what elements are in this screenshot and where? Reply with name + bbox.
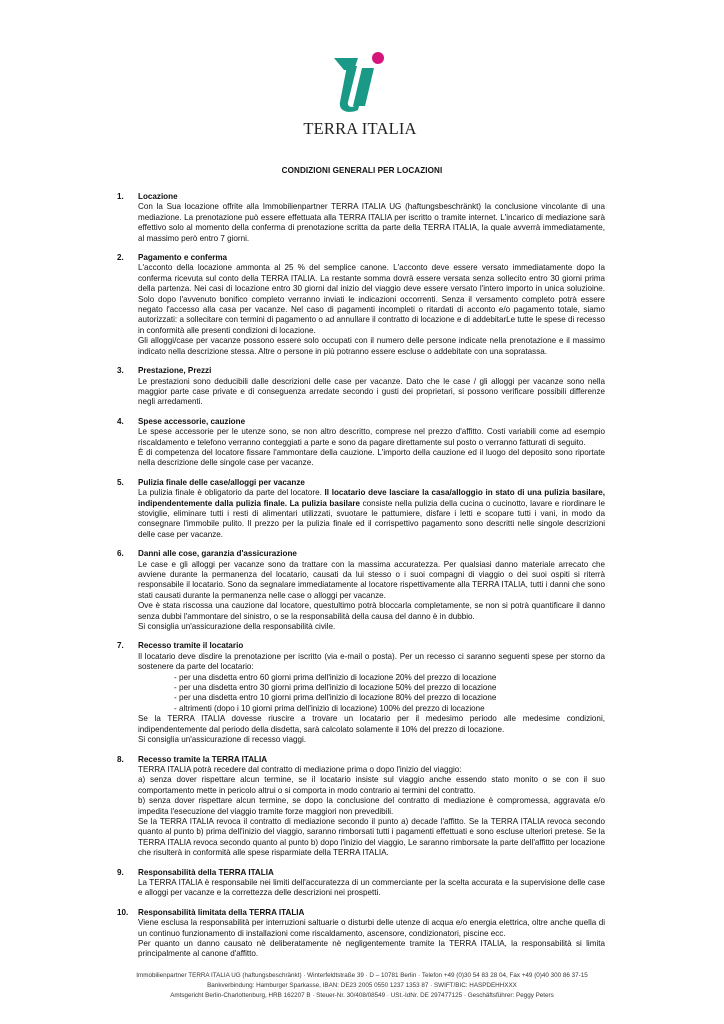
document-title: CONDIZIONI GENERALI PER LOCAZIONI: [281, 166, 443, 175]
section-number: 3.: [117, 366, 124, 376]
section-number: 4.: [117, 416, 124, 426]
section-paragraph: L'acconto della locazione ammonta al 25 % del semplice canone. L'acconto deve essere versato immediatamente dopo la conferma ricevuta sul conto della TERRA ITALIA. La restante somma dovrà essere versata senza sollecito entro 30 giorni prima della partenza. Nei casi di locazione entro 30 giorni dal inizio del viaggio deve essere versato l'intero importo in unica soluzioine. Solo dopo l'avvenuto bonifico completo verranno inviati le indicazioni occorrenti. Senza il versamento completo potrà essere negato l'accesso alla casa per vacanze. Nel caso di pagamenti incompleti o ritardati di acconto e/o pagamento totale, siamo autorizzati: a sollecitare con termini di pagamento o ad annullare il contratto di locazione e di addebitarLe tutte le spese di recesso in conformità alle presenti condizioni di locazione.: [138, 263, 605, 335]
section-title: Prestazione, Prezzi: [138, 366, 212, 376]
section-paragraph: TERRA ITALIA potrà recedere dal contratto di mediazione prima o dopo l'inizio del viaggio:: [138, 764, 462, 774]
text-run: La pulizia finale è obligatorio da parte del locatore.: [138, 488, 325, 498]
section-paragraph: La TERRA ITALIA è responsabile nei limiti dell'accuratezza di un commerciante per la scelta accurata e la supervisione delle case e alloggi per vacanze e la correttezza delle descrizioni nei prospetti.: [138, 877, 605, 898]
section-number: 6.: [117, 549, 124, 559]
section-paragraph: b) senza dover rispettare alcun termine, se dopo la conclusione del contratto di mediazione è compromessa, aggravata e/o impedita l'esecuzione del viaggio tramite forze maggiori non prevedibili.: [138, 796, 605, 816]
section-title: Pagamento e conferma: [138, 253, 228, 263]
section-paragraph: Se la TERRA ITALIA revoca il contratto di mediazione secondo il punto a) decade l'affitto. Se la TERRA ITALIA revoca secondo quanto al punto b) prima dell'inizio del viaggio, saranno rimborsati tutti i pagamenti effettuati e sono escluse ulteriori pretese. Se la TERRA ITALIA revoca secondo quanto al punto b) dopo l'inizio del viaggio, Le saranno rimborsate la parte dell'affitto per locazione che risulterà in conformità alle spese risparmiate della TERRA ITALIA.: [138, 816, 605, 858]
section-title: Locazione: [138, 192, 178, 201]
section-responsabilita: [117, 868, 605, 899]
section-number: 1.: [117, 192, 124, 201]
section-locazione: [117, 192, 605, 244]
footer-line-address: Immobilienpartner TERRA ITALIA UG (haftungsbeschränkt) · Winterfeldtstraße 39 · D – 10781 Berlin · Telefon +49 (0)30 54 83 28 04, Fax +49 (0)40 300 86 37-15: [136, 972, 588, 979]
section-number: 7.: [117, 641, 124, 651]
section-recesso-terra-italia: [117, 755, 605, 859]
section-number: 9.: [117, 867, 124, 877]
section-pulizia-finale: [117, 478, 605, 540]
section-paragraph: Il locatario deve disdire la prenotazione per iscritto (via e-mail o posta). Per un recesso ci saranno seguenti spese per storno da sostenere da parte del locatario:: [138, 651, 605, 672]
fee-list-item: - per una disdetta entro 60 giorni prima dell'inizio di locazione 20% del prezzo di locazione: [174, 672, 497, 682]
section-paragraph: Gli alloggi/case per vacanze possono essere solo occupati con il numero delle persone indicate nella prenotazione e il massimo indicato nella descrizione stessa. Altre o persone in più potranno essere escluse o addebitate con una sopratassa.: [138, 336, 605, 356]
section-paragraph: Se la TERRA ITALIA dovesse riuscire a trovare un locatario per il medesimo periodo alle medesime condizioni, indipendentemente dal periodo della disdetta, sarà calcolato solamente il 10% del prezzo di locazione.: [138, 714, 605, 734]
ti-logo-mark-icon: [332, 50, 388, 112]
section-number: 10.: [117, 907, 129, 917]
company-footer: [0, 971, 724, 1001]
brand-name: TERRA ITALIA: [303, 119, 417, 138]
section-title: Pulizia finale delle case/alloggi per vacanze: [138, 477, 305, 487]
fee-list-item: - per una disdetta entro 10 giorni prima dell'inizio di locazione 80% del prezzo di locazione: [174, 693, 497, 703]
section-title: Responsabilità della TERRA ITALIA: [138, 867, 274, 877]
section-title: Recesso tramite il locatario: [138, 641, 244, 651]
section-title: Recesso tramite la TERRA ITALIA: [138, 754, 268, 764]
section-paragraph: Si consiglia un'assicurazione di recesso viaggi.: [138, 735, 307, 745]
bold-text-run: Il locatario deve lasciare la casa/alloggio in stato di una pulizia basilare, indipendentemente dalla pulizia finale.: [138, 488, 605, 508]
section-paragraph: Si consiglia un'assicurazione della responsabilità civile.: [138, 622, 336, 632]
section-paragraph: a) senza dover rispettare alcun termine, se il locatario insiste sul viaggio anche essendo stato monito o se con il suo comportamento mette in pericolo altrui o si comporta in modo contrario ai termini del contratto.: [138, 775, 605, 795]
section-number: 2.: [117, 253, 124, 263]
fee-list-item: - altrimenti (dopo i 10 giorni prima dell'inizio di locazione) 100% del prezzo di locazione: [174, 703, 485, 713]
section-prestazione: [117, 366, 605, 408]
section-paragraph: Con la Sua locazione offrite alla Immobilienpartner TERRA ITALIA UG (haftungsbeschränkt) la conclusione vincolante di una mediazione. La prenotazione può essere effettuata alla TERRA ITALIA per iscritto o tramite internet. L'incarico di mediazione sarà effettivo solo al momento della conferma di prenotazione scritta da parte della TERRA ITALIA, la quale avverrà immediatamente, al massimo però entro 7 giorni.: [138, 202, 605, 243]
section-paragraph: Le case e gli alloggi per vacanze sono da trattare con la massima accuratezza. Per qualsiasi danno materiale arrecato che avviene durante la permanenza del locatario, causati da lui stesso o i suoi compagni di viaggio o dei suoi ospiti si riterrà responsabile il locatario. Sono da segnalare immediatamente al locatore rispettivamente alla TERRA ITALIA, tutti i danni che sono stati causati durante la permanenza nelle case o alloggi per vacanze.: [138, 559, 605, 600]
section-paragraph: Ove è stata riscossa una cauzione dal locatore, questultimo potrà bloccarla completamente, se non si potrà quantificare il danno senza dubbi l'ammontare del sinistro, o se la responsabilità della causa del danno è in dubbio.: [138, 601, 605, 621]
text-run: consiste nella pulizia della cucina o cucinotto, lavare e riordinare le stoviglie, eliminare tutti i resti di alimentari utilizzati, svuotare le pattumiere, disfare i letti e scopare tutti i vani, in modo da consegnare l'immobile pulito. Il prezzo per la pulizia finale ed il corrispettivo pagamento sono descritti nelle singole descrizioni delle case per vacanze.: [138, 498, 605, 539]
section-responsabilita-limitata: [117, 908, 605, 960]
section-spese-accessorie: [117, 417, 605, 469]
section-paragraph: Viene esclusa la responsabilità per interruzioni saltuarie o disturbi delle utenze di acqua e/o energia elettrica, oltre anche quella di un continuo funzionamento di installazioni come riscaldamento, ascensore, condizionatori, piscine ecc.: [138, 918, 605, 938]
section-number: 8.: [117, 754, 124, 764]
section-title: Danni alle cose, garanzia d'assicurazione: [138, 549, 297, 559]
fee-list-item: - per una disdetta entro 30 giorni prima dell'inizio di locazione 50% del prezzo di locazione: [174, 683, 497, 693]
conditions-sections: [117, 192, 605, 969]
section-paragraph: Le prestazioni sono deducibili dalle descrizioni delle case per vacanze. Dato che le case / gli alloggi per vacanze sono nella maggior parte case private e di conseguenza arredate secondo i gusti dei proprietari, si possono verificare possibili differenze negli arredamenti.: [138, 376, 605, 407]
section-paragraph: Le spese accessorie per le utenze sono, se non altro descritto, comprese nel prezzo d'affitto. Costi variabili come ad esempio riscaldamento e telefono verranno conteggiati a parte e sono da pagare direttamente sul posto o verranno fatturati di seguito.: [138, 427, 605, 447]
section-paragraph: È di competenza del locatore fissare l'ammontare della cauzione. L'importo della cauzione ed il luogo del deposito sono riportate nella descrizione delle singole case per vacanze.: [138, 447, 605, 468]
terra-italia-logo: [300, 50, 420, 138]
section-recesso-locatario: [117, 641, 605, 745]
section-paragraph: Per quanto un danno causato nè deliberatamente nè negligentemente tramite la TERRA ITALIA, la responsabilità si limita principalmente al canone d'affitto.: [138, 939, 605, 959]
section-pagamento: [117, 253, 605, 357]
bold-text-run: La pulizia basilare: [289, 498, 361, 508]
section-paragraph: [138, 488, 605, 540]
footer-line-registry: Amtsgericht Berlin-Charlottenburg, HRB 162207 B · Steuer-Nr. 30/408/08549 · USt.-IdNr. DE 297477125 · Geschäftsführer: Peggy Peters: [170, 992, 554, 999]
section-number: 5.: [117, 477, 124, 487]
section-title: Responsabilità limitata della TERRA ITALIA: [138, 907, 305, 917]
section-title: Spese accessorie, cauzione: [138, 416, 246, 426]
section-danni: [117, 549, 605, 632]
footer-line-bank: Bankverbindung: Hamburger Sparkasse, IBAN: DE23 2005 0550 1237 1353 87 · SWIFT/BIC: HASPDEHHXXX: [207, 982, 517, 989]
